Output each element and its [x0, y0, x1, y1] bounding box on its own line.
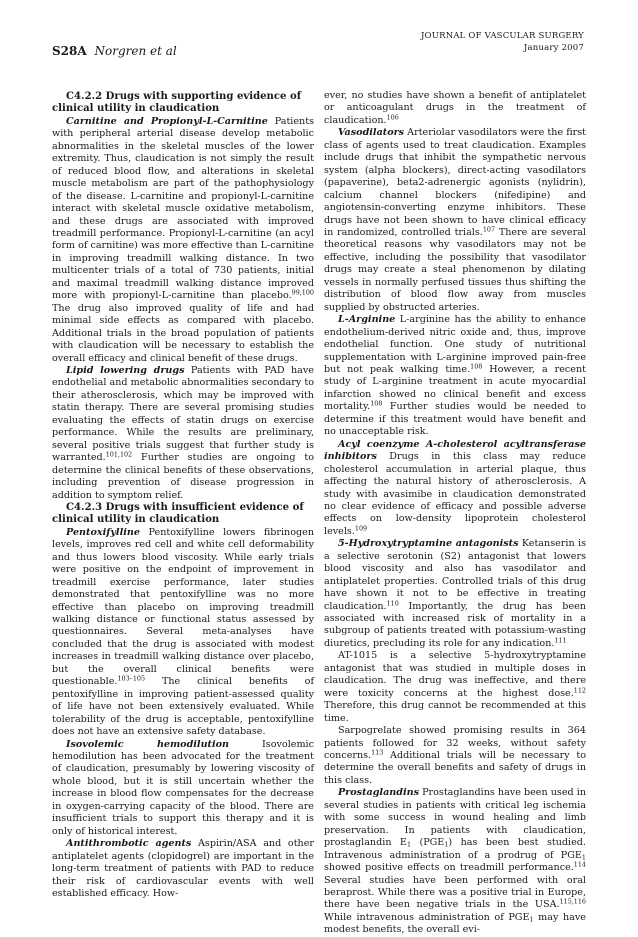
paragraph-text: AT-1015 is a selective 5-hydroxytryptamine antagonist that was studied in multiple doses in claudication. The drug was ineffective, and there were toxicity concerns at the highest dose. [324, 650, 586, 699]
paragraph-text: Prostaglandins have been used in several studies in patients with critical leg ischemia with some success in wound healing and limb preservation. In patients with claudication, prostaglandin E [324, 787, 586, 849]
paragraph-lead: Vasodilators [338, 127, 405, 139]
subscript: 1 [529, 915, 534, 924]
section-heading: C4.2.2 Drugs with supporting evidence of clinical utility in claudication [52, 91, 302, 115]
paragraph-acat-inhibitors [324, 439, 586, 539]
paragraph-text: ) has been best studied. Intravenous administration of a prodrug of PGE [324, 837, 586, 861]
paragraph-text: Pentoxifylline lowers fibrinogen levels, improves red cell and white cell deformability and thus lowers blood viscosity. While early trials were positive on the endpoint of improvement in treadmill exercise performance, later studies demonstrated that pentoxifylline was no more effective than placebo on improving treadmill walking distance or functional status assessed by questionnaires. Several meta-analyses have concluded that the drug is associated with modest increases in treadmill walking distance over placebo, but the overall clinical benefits were questionable. [52, 526, 314, 688]
paragraph-lead: Antithrombotic agents [66, 838, 192, 850]
paragraph-lead: Acyl coenzyme A-cholesterol acyltransferase inhibitors [324, 438, 586, 463]
running-head [52, 30, 584, 66]
page-number-and-authors [52, 44, 177, 58]
subscript: 1 [581, 853, 586, 862]
paragraph-text: There are several theoretical reasons why vasodilators may not be effective, including the possibility that vasodilator drugs may create a steal phenomenon by dilating vessels in normally perfused tissues thus shifting the distribution of blood flow away from muscles supplied by obstructed arteries. [324, 226, 586, 313]
subscript: 1 [444, 840, 449, 849]
citation: 103–105 [117, 674, 146, 683]
citation: 99,100 [291, 288, 314, 297]
paragraph-text: Patients with PAD have endothelial and metabolic abnormalities secondary to their atherosclerosis, which may be improved with statin therapy. There are several promising studies evaluating the effects of statin drugs on exercise performance. While the results are preliminary, several positive trials suggest that further study is warranted. [52, 364, 314, 464]
citation: 106 [386, 113, 399, 122]
paragraph-text: (PGE [411, 837, 445, 849]
paragraph-prostaglandins [324, 787, 586, 936]
paragraph-text: L-arginine has the ability to enhance endothelium-derived nitric oxide and, thus, improve endothelial function. One study of nutritional supplementation with L-arginine improved pain-free but not peak walking time. [324, 314, 586, 375]
right-column [324, 90, 586, 937]
paragraph-lead: Pentoxifylline [66, 526, 140, 538]
paragraph-text: While intravenous administration of PGE [324, 911, 530, 923]
paragraph-text: ever, no studies have shown a benefit of antiplatelet or anticoagulant drugs in the treatment of claudication. [324, 90, 586, 126]
paragraph-lead: L-Arginine [338, 314, 396, 326]
paragraph-text: The drug also improved quality of life and had minimal side effects as compared with placebo. Additional trials in the broad population of patients with claudication will be necessary to establish the overall efficacy and clinical benefit of these drugs. [52, 302, 314, 364]
paragraph-text: Aspirin/ASA and other antiplatelet agents (clopidogrel) are important in the long-term treatment of patients with PAD to reduce their risk of cardiovascular events with well established efficacy. How- [52, 838, 314, 899]
paragraph-text: Sarpogrelate showed promising results in 364 patients followed for 32 weeks, without safety concerns. [324, 725, 586, 762]
paragraph-text: may have modest benefits, the overall evi- [324, 911, 586, 936]
paragraph-text: Therefore, this drug cannot be recommended at this time. [324, 700, 586, 724]
citation: 108 [370, 399, 383, 408]
paragraph-text: However, a recent study of L-arginine treatment in acute myocardial infarction showed no clinical benefit and excess mortality. [324, 363, 586, 413]
issue-date: January 2007 [523, 43, 584, 53]
citation: 112 [573, 686, 586, 695]
citation: 108 [470, 362, 483, 371]
paragraph-text: Further studies would be needed to determine if this treatment would have benefit and no unacceptable risk. [324, 401, 586, 438]
paragraph-text: Several studies have been performed with oral beraprost. While there was a positive trial in Europe, there have been negative trials in the USA. [324, 874, 586, 911]
paragraph-at-1015 [324, 650, 586, 725]
paragraph-lead: Prostaglandins [338, 787, 419, 799]
left-column [52, 90, 314, 900]
citation: 115,116 [559, 898, 586, 907]
journal-name: JOURNAL OF VASCULAR SURGERY [420, 31, 584, 41]
paragraph-text: Importantly, the drug has been associated with increased risk of mortality in a subgroup of patients treated with potassium-wasting diuretics, precluding its role for any indication. [324, 600, 586, 649]
paragraph-vasodilators [324, 127, 586, 314]
paragraph-text: Patients with peripheral arterial disease develop metabolic abnormalities in the skeletal muscles of the lower extremity. Thus, claudication is not simply the result of reduced blood flow, and alterations in skeletal muscle metabolism are part of the pathophysiology of the disease. L-carnitine and propionyl-L-carnitine interact with skeletal muscle oxidative metabolism, and these drugs are associated with improved treadmill performance. Propionyl-L-carnitine (an acyl form of carnitine) was more effective than L-carnitine in improving treadmill walking distance. In two multicenter trials of a total of 730 patients, initial and maximal treadmill walking distance improved more with propionyl-L-carnitine than placebo. [52, 115, 315, 302]
paragraph-pentoxifylline [52, 527, 314, 739]
paragraph-5ht-antagonists [324, 538, 586, 650]
paragraph-sarpogrelate [324, 725, 586, 787]
citation: 114 [573, 860, 586, 869]
paragraph-text: Isovolemic hemodilution has been advocated for the treatment of claudication, presumably by lowering viscosity of whole blood, but it is still uncertain whether the increase in blood flow compensates for the decrease in oxygen-carrying capacity of the blood. There are insufficient trials to support this therapy and it is only of historical interest. [52, 738, 314, 837]
paragraph-hemodilution [52, 739, 314, 839]
paragraph-l-arginine [324, 314, 586, 439]
citation: 101,102 [105, 450, 133, 459]
subscript: 1 [406, 840, 412, 849]
paragraph-text: Drugs in this class may reduce cholesterol accumulation in arterial plaque, thus affecting the natural history of atherosclerosis. A study with avasimibe in claudication demonstrated no clear evidence of efficacy and possible adverse effects on low-density lipoprotein cholesterol levels. [324, 451, 586, 537]
citation: 110 [386, 599, 399, 608]
citation: 107 [482, 225, 496, 234]
journal-info [421, 30, 584, 54]
paragraph-text: The clinical benefits of pentoxifylline in improving patient-assessed quality of life have not been extensively evaluated. While tolerability of the drug is acceptable, pentoxifylline does not have an extensive safety database. [52, 676, 314, 738]
page-number: S28A [52, 44, 87, 58]
section-heading: C4.2.3 Drugs with insufficient evidence of clinical utility in claudication [52, 501, 304, 526]
citation: 113 [371, 748, 384, 757]
paragraph-lipid-lowering [52, 365, 314, 502]
paragraph-text: Ketanserin is a selective serotonin (S2) antagonist that lowers blood viscosity and also has vasodilator and antiplatelet properties. Controlled trials of this drug have shown it not to be effective in treating claudication. [324, 538, 586, 612]
paragraph-lead: 5-Hydroxytryptamine antagonists [338, 538, 519, 550]
citation: 109 [354, 524, 368, 533]
author-line: Norgren et al [94, 44, 177, 58]
paragraph-text: Further studies are ongoing to determine the clinical benefits of these observations, including prevention of disease progression in addition to symptom relief. [52, 452, 314, 501]
citation: 111 [554, 636, 567, 645]
paragraph-lead: Isovolemic hemodilution [66, 738, 229, 750]
paragraph-lead: Carnitine and Propionyl-L-Carnitine [66, 115, 268, 127]
paragraph-text: Additional trials will be necessary to determine the overall benefits and safety of drugs in this class. [324, 750, 586, 786]
paragraph-antithrombotic [52, 838, 314, 900]
paragraph-text: showed positive effects on treadmill performance. [324, 862, 574, 874]
paragraph-carnitine [52, 116, 314, 365]
paragraph-lead: Lipid lowering drugs [66, 364, 185, 376]
paragraph-text: Arteriolar vasodilators were the first class of agents used to treat claudication. Examples include drugs that inhibit the sympathetic nervous system (alpha blockers), direct-acting vasodilators (papaverine), beta2-adrenergic agonists (nylidrin), calcium channel blockers (nifedipine) and angiotensin-converting enzyme inhibitors. These drugs have not been shown to have clinical efficacy in randomized, controlled trials. [324, 127, 586, 238]
paragraph-continuation [324, 90, 586, 127]
